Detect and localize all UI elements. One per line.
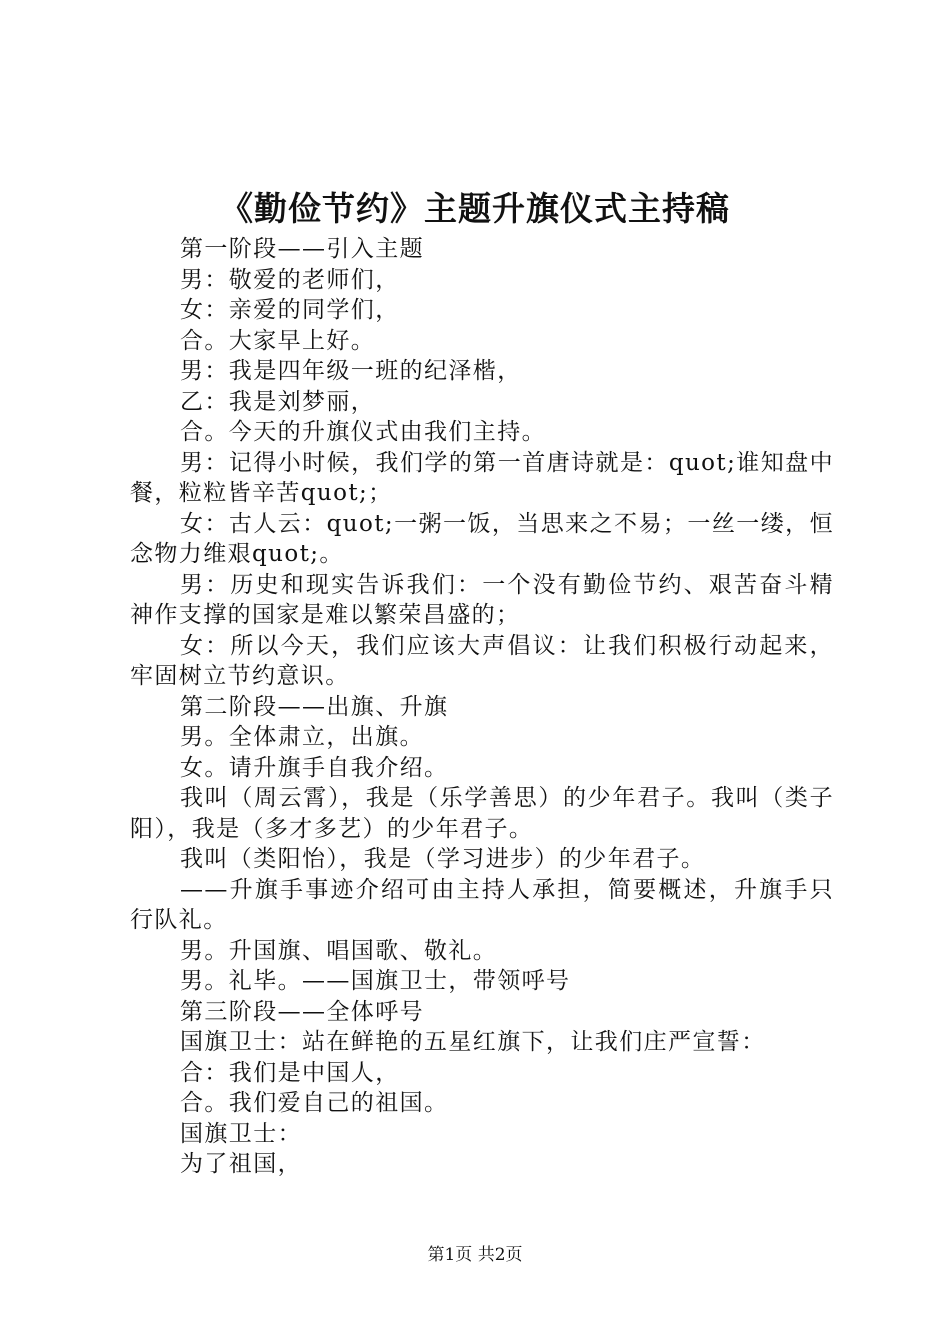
document-body bbox=[130, 234, 834, 1180]
paragraph: 男：记得小时候，我们学的第一首唐诗就是：quot;谁知盘中餐，粒粒皆辛苦quot;； bbox=[130, 449, 834, 506]
paragraph: 合：我们是中国人， bbox=[180, 1059, 400, 1086]
paragraph: 乙：我是刘梦丽， bbox=[180, 388, 376, 415]
paragraph: 男。礼毕。——国旗卫士，带领呼号 bbox=[180, 968, 571, 994]
paragraph: 为了祖国， bbox=[180, 1151, 302, 1177]
paragraph: 合。大家早上好。 bbox=[180, 327, 376, 354]
page-number-footer: 第1页 共2页 bbox=[427, 1245, 523, 1265]
paragraph: 男：我是四年级一班的纪泽楷， bbox=[180, 358, 522, 384]
paragraph: 国旗卫士：站在鲜艳的五星红旗下，让我们庄严宣誓： bbox=[180, 1029, 766, 1055]
document-title: 《勤俭节约》主题升旗仪式主持稿 bbox=[220, 189, 730, 228]
paragraph: 女：所以今天，我们应该大声倡议：让我们积极行动起来，牢固树立节约意识。 bbox=[130, 632, 834, 689]
paragraph: 合。今天的升旗仪式由我们主持。 bbox=[180, 419, 546, 445]
paragraph: 男。全体肃立，出旗。 bbox=[180, 724, 424, 750]
paragraph: 男。升国旗、唱国歌、敬礼。 bbox=[180, 937, 498, 964]
paragraph: 男：历史和现实告诉我们：一个没有勤俭节约、艰苦奋斗精神作支撑的国家是难以繁荣昌盛的； bbox=[130, 571, 834, 628]
paragraph: 国旗卫士： bbox=[180, 1120, 302, 1147]
paragraph: 合。我们爱自己的祖国。 bbox=[180, 1090, 449, 1116]
paragraph: 男：敬爱的老师们， bbox=[180, 266, 400, 293]
paragraph: ——升旗手事迹介绍可由主持人承担，简要概述，升旗手只行队礼。 bbox=[130, 876, 834, 933]
paragraph: 女：亲爱的同学们， bbox=[180, 297, 400, 323]
paragraph: 女。请升旗手自我介绍。 bbox=[180, 754, 449, 781]
paragraph: 女：古人云：quot;一粥一饭，当思来之不易；一丝一缕，恒念物力维艰quot;。 bbox=[130, 510, 834, 567]
paragraph: 我叫（周云霄），我是（乐学善思）的少年君子。我叫（类子阳），我是（多才多艺）的少年君子。 bbox=[130, 785, 834, 842]
paragraph: 第二阶段——出旗、升旗 bbox=[180, 693, 449, 720]
paragraph: 第一阶段——引入主题 bbox=[180, 236, 424, 262]
paragraph: 我叫（类阳怡），我是（学习进步）的少年君子。 bbox=[180, 846, 706, 872]
paragraph: 第三阶段——全体呼号 bbox=[180, 998, 424, 1025]
